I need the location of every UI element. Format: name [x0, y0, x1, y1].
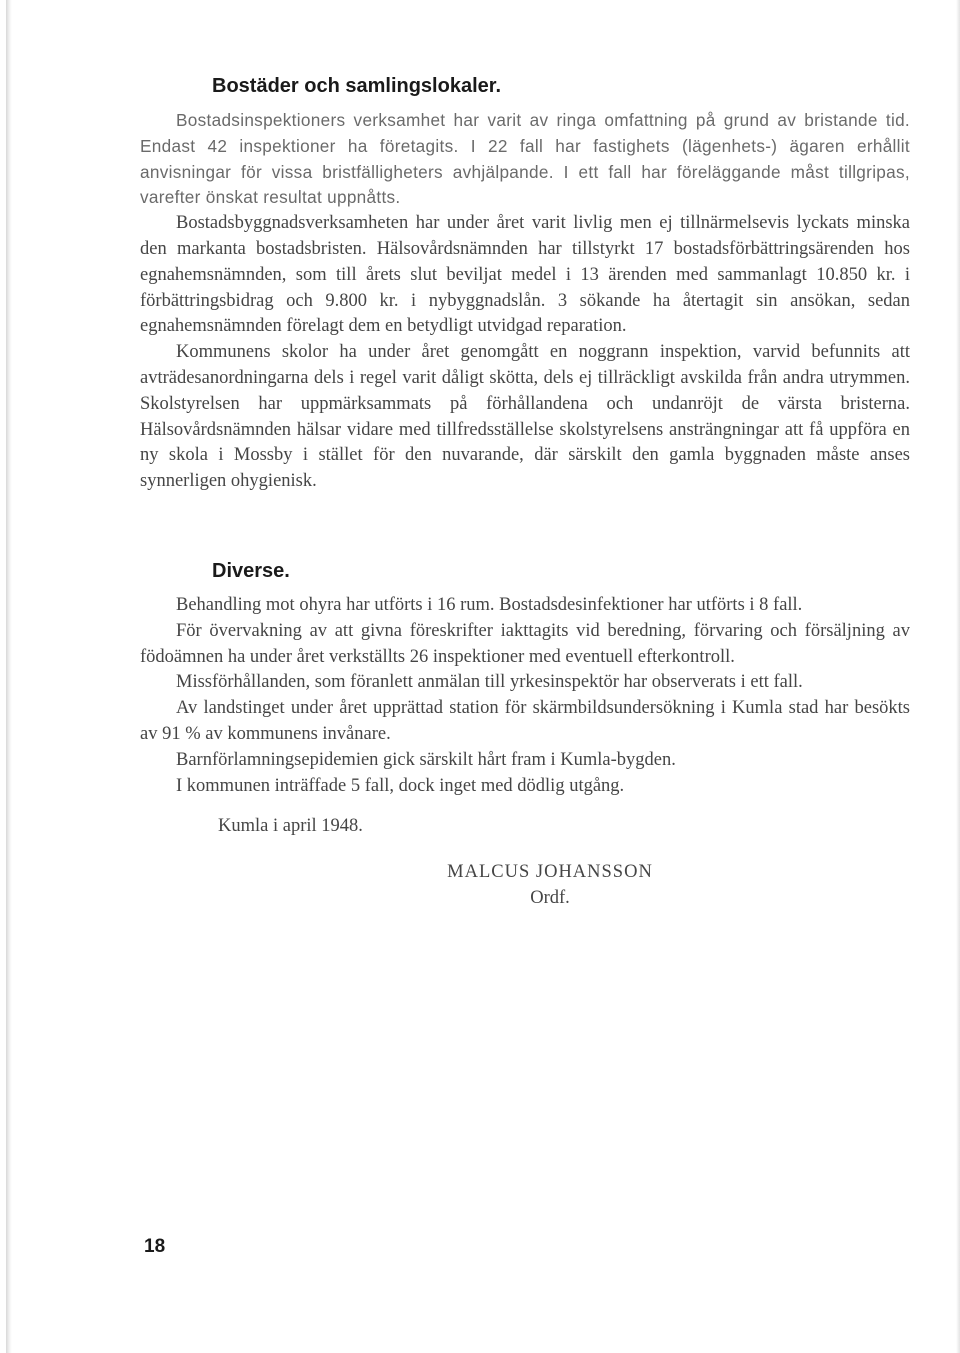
paragraph-schools: Kommunens skolor ha under året genomgått en noggrann inspektion, varvid befunnits att avträdesanordningarna dels i regel varit dåligt skötta, dels ej tillräckligt avskilda från andra utrymmen. Skolstyrelsen har uppmärksammats på förhållandena och undanröjt de värsta bristerna. Hälsovårdsnämnden hälsar vidare med tillfredsställelse skolstyrelsens ansträngningar att få uppföra en ny skola i Mossby i stället för den nuvarande, där särskilt den gamla byggnaden måste anses synnerligen ohygienisk.	[140, 342, 910, 492]
paragraph-inspections: Bostadsinspektioners verksamhet har varit av ringa omfattning på grund av bristande tid. Endast 42 inspektioner ha företagits. I 22 fall har fastighets (lägenhets-) ägaren erhållit anvisningar för vissa bristfälligheters avhjälpande. I ett fall har föreläggande måst tillgripas, varefter önskat resultat uppnåtts.	[140, 110, 910, 208]
section-heading-housing: Bostäder och samlingslokaler.	[212, 75, 501, 97]
paragraph-labor-inspector: Missförhållanden, som föranlett anmälan till yrkesinspektör har observerats i ett fall.	[176, 672, 803, 693]
page-right-edge	[956, 0, 960, 1353]
paragraph-screening-station: Av landstinget under året upprättad station för skärmbildsundersökning i Kumla stad har besökts av 91 % av kommunens invånare.	[140, 698, 910, 744]
paragraph-food-inspection: För övervakning av att givna föreskrifter iakttagits vid beredning, förvaring och försäljning av födoämnen ha under året verkställts 26 inspektioner med eventuell efterkontroll.	[140, 620, 910, 667]
page-binding-edge	[6, 0, 12, 1353]
paragraph-polio-epidemic: Barnförlamningsepidemien gick särskilt hårt fram i Kumla-bygden.	[176, 749, 676, 770]
page-number: 18	[144, 1236, 166, 1257]
paragraph-pest-control: Behandling mot ohyra har utförts i 16 rum. Bostadsdesinfektioner har utförts i 8 fall.	[176, 594, 803, 615]
paragraph-polio-cases: I kommunen inträffade 5 fall, dock inget med dödlig utgång.	[176, 775, 625, 796]
signatory-name: MALCUS JOHANSSON	[447, 862, 653, 883]
paragraph-building-activity: Bostadsbyggnadsverksamheten har under året varit livlig men ej tillnärmelsevis lyckats minska den markanta bostadsbristen. Hälsovårdsnämnden har tillstyrkt 17 bostadsförbättringsärenden hos egnahemsnämnden, som till årets slut beviljat medel i 13 ärenden med sammanlagt 10.850 kr. i förbättringsbidrag och 9.800 kr. i nybyggnadslån. 3 sökande ha återtagit sin ansökan, sedan egnahemsnämnden förelagt dem en betydligt utvidgad reparation.	[140, 213, 910, 337]
date-line: Kumla i april 1948.	[218, 816, 363, 837]
section-heading-misc: Diverse.	[212, 559, 290, 582]
page-content	[140, 72, 910, 911]
signatory-title: Ordf.	[530, 888, 570, 909]
signature-block	[385, 859, 715, 911]
